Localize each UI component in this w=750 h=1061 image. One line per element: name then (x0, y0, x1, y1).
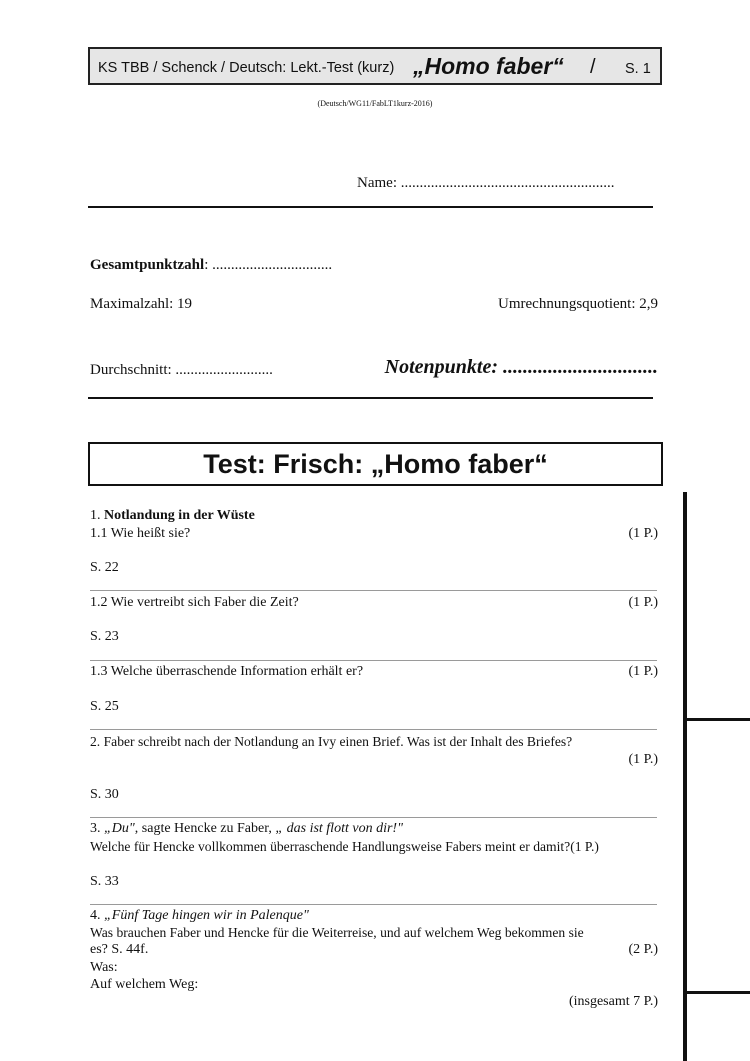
header-page-number: S. 1 (625, 61, 651, 77)
answer-line[interactable] (90, 817, 657, 818)
question-3-text: Welche für Hencke vollkommen überraschende Handlungsweise Fabers meint er damit? (90, 839, 571, 854)
question-4-what-label: Was: (90, 960, 118, 975)
divider (88, 206, 653, 208)
question-1-2-page-ref: S. 23 (90, 629, 119, 644)
divider (88, 397, 653, 399)
section-1-title: Notlandung in der Wüste (104, 508, 255, 523)
answer-line[interactable] (90, 729, 657, 730)
question-1-3-points: (1 P.) (628, 664, 658, 679)
question-3-quote-1: „Du" (104, 821, 135, 836)
question-3-middle: , sagte Hencke zu Faber, (134, 821, 272, 836)
answer-line[interactable] (90, 660, 657, 661)
question-3-number: 3. (90, 821, 101, 836)
question-1-2: 1.2 Wie vertreibt sich Faber die Zeit? (90, 595, 299, 610)
question-1-1-page-ref: S. 22 (90, 560, 119, 575)
name-field[interactable]: Name: ......................................................... (357, 175, 615, 191)
question-2-points: (1 P.) (628, 752, 658, 767)
question-4-quote: „Fünf Tage hingen wir in Palenque" (104, 908, 309, 923)
question-2-page-ref: S. 30 (90, 787, 119, 802)
max-points: Maximalzahl: 19 (90, 296, 193, 312)
average-field[interactable]: Durchschnitt: .......................... (90, 362, 273, 378)
question-3-line-2 (90, 839, 599, 855)
question-3-quote-2: „ das ist flott von dir!" (275, 821, 403, 836)
header-slash: / (590, 56, 596, 78)
question-1-3: 1.3 Welche überraschende Information erhält er? (90, 664, 364, 679)
section-1-number: 1. (90, 508, 101, 523)
margin-bar (683, 492, 687, 1061)
margin-bar-tick (683, 991, 750, 994)
question-2: 2. Faber schreibt nach der Notlandung an Ivy einen Brief. Was ist der Inhalt des Briefes? (90, 734, 573, 749)
question-1-3-page-ref: S. 25 (90, 699, 119, 714)
question-4-way-label: Auf welchem Weg: (90, 977, 199, 992)
total-points-summary: (insgesamt 7 P.) (568, 994, 658, 1009)
total-points-field (90, 257, 332, 274)
question-4-number: 4. (90, 908, 101, 923)
question-1-1: 1.1 Wie heißt sie? (90, 526, 191, 541)
question-3-line-1 (90, 821, 403, 837)
document-code: (Deutsch/WG11/FabLT1kurz-2016) (317, 99, 433, 108)
margin-bar-tick (683, 718, 750, 721)
section-1-heading (90, 508, 255, 524)
question-4-points: (2 P.) (628, 942, 658, 957)
question-1-2-points: (1 P.) (628, 595, 658, 610)
total-points-blank: : ................................ (204, 257, 333, 273)
question-4-line-1 (90, 908, 309, 924)
total-points-label: Gesamtpunktzahl (90, 257, 205, 273)
header-course-info: KS TBB / Schenck / Deutsch: Lekt.-Test (kurz) (98, 60, 395, 76)
question-3-points: (1 P.) (570, 839, 599, 854)
question-4-line-2: Was brauchen Faber und Hencke für die Weiterreise, und auf welchem Weg bekommen sie (90, 925, 584, 940)
answer-line[interactable] (90, 590, 657, 591)
answer-line[interactable] (90, 904, 657, 905)
question-1-1-points: (1 P.) (628, 526, 658, 541)
question-4-line-3: es? S. 44f. (90, 942, 149, 957)
grade-points-field[interactable]: Notenpunkte: ............................... (384, 356, 658, 378)
question-3-page-ref: S. 33 (90, 874, 119, 889)
header-title: „Homo faber“ (413, 53, 564, 79)
test-title: Test: Frisch: „Homo faber“ (88, 442, 663, 486)
conversion-quotient: Umrechnungsquotient: 2,9 (498, 296, 658, 312)
